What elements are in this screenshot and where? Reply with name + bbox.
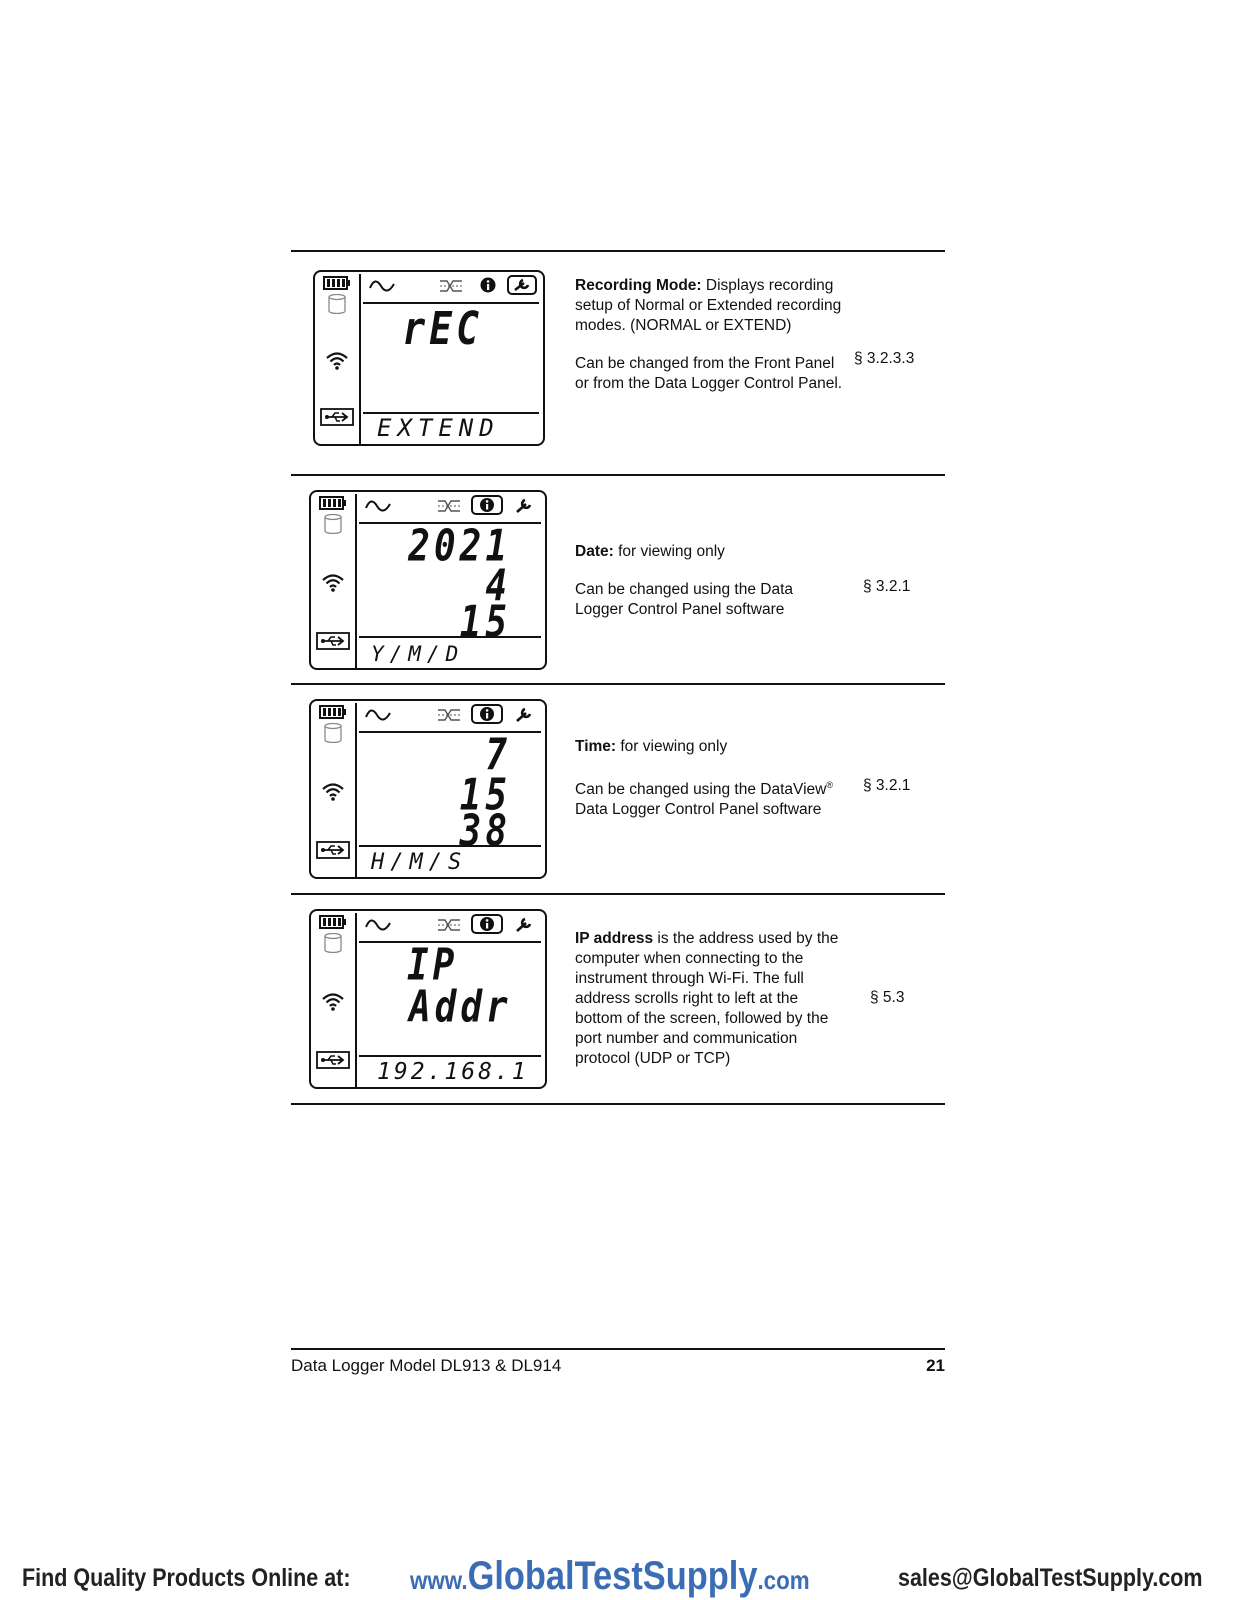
desc-text: for viewing only [616,738,728,755]
page-number: 21 [926,1356,945,1375]
wifi-icon [321,991,345,1011]
info-icon [471,495,503,515]
lcd-main-reading: 7 [485,731,511,781]
battery-icon [323,276,351,290]
lcd-bottom-reading: 192.168.1 [377,1059,529,1085]
lcd-screen [309,699,547,879]
section-reference: § 3.2.3.3 [854,350,915,367]
row-description [575,929,845,1069]
footer-title: Data Logger Model DL913 & DL914 [291,1356,562,1375]
sine-wave-icon [365,498,391,514]
row-description [575,737,845,820]
wrench-icon [514,705,534,723]
lcd-main-reading: IP [407,941,459,991]
desc-text: Displays recording setup of Normal or Extended recording modes. (NORMAL or EXTEND) [575,277,842,334]
footer-rule [291,1348,945,1350]
lcd-main-reading: 4 [485,562,511,612]
row-description [575,542,845,620]
lcd-screen [309,490,547,670]
url-prefix: www. [410,1565,468,1595]
alarm-icon [437,498,461,514]
table-row-date [291,476,945,683]
table-rule [291,1103,945,1105]
usb-icon [316,632,350,650]
table-row-time [291,685,945,893]
info-icon [471,704,503,724]
desc-note [575,775,845,820]
desc-note: Can be changed using the Data Logger Control Panel software [575,581,794,618]
desc-note-part: Can be changed using the DataView [575,781,827,799]
lcd-bottom-reading: H/M/S [371,850,468,875]
section-reference: § 5.3 [870,989,905,1006]
sine-wave-icon [365,917,391,933]
lcd-screen [309,909,547,1089]
url-suffix: .com [757,1565,810,1595]
wifi-icon [325,350,349,370]
usb-icon [316,841,350,859]
lcd-display-table [291,250,945,1105]
desc-note-part: Data Logger Control Panel software [575,801,822,819]
usb-icon [316,1051,350,1069]
desc-title: Time: [575,738,617,755]
info-icon [471,914,503,934]
desc-text: for viewing only [613,543,725,560]
memory-card-icon [328,294,346,314]
lcd-screen [313,270,545,446]
wrench-icon [514,915,534,933]
lcd-main-reading: rEC [402,302,483,355]
lcd-main-reading: 2021 [408,522,511,572]
battery-icon [319,915,347,929]
desc-title: Recording Mode: [575,277,702,294]
banner-tagline: Find Quality Products Online at: [22,1564,351,1592]
desc-title: Date: [575,543,614,560]
wrench-icon [514,496,534,514]
section-reference: § 3.2.1 [863,578,911,595]
lcd-main-reading: 15 [459,771,511,821]
sine-wave-icon [365,707,391,723]
lcd-bottom-reading: EXTEND [377,414,500,442]
promo-banner [0,1550,1237,1600]
table-row-recording-mode [291,252,945,474]
alarm-icon [437,917,461,933]
desc-text: is the address used by the computer when connecting to the instrument through Wi-Fi. The full address scrolls right to left at the bottom of the screen, followed by the port number and communication protocol (UDP or TCP) [575,930,839,1067]
memory-card-icon [324,933,342,953]
lcd-main-reading: 38 [459,807,511,857]
memory-card-icon [324,723,342,743]
usb-icon [320,408,354,426]
section-reference: § 3.2.1 [863,777,911,794]
banner-url-link[interactable] [410,1554,810,1599]
desc-note: Can be changed from the Front Panel or from the Data Logger Control Panel. [575,355,843,392]
desc-title: IP address [575,930,654,947]
banner-email-link[interactable]: sales@GlobalTestSupply.com [898,1564,1203,1592]
lcd-main-reading: 15 [459,598,511,648]
url-main: GlobalTestSupply [467,1554,758,1598]
lcd-main-reading: Addr [409,983,512,1033]
memory-card-icon [324,514,342,534]
wifi-icon [321,781,345,801]
alarm-icon [437,707,461,723]
registered-mark: ® [826,780,833,790]
wrench-icon [507,275,537,295]
info-icon [480,277,496,293]
sine-wave-icon [369,278,395,294]
row-description [575,276,845,394]
alarm-icon [439,278,463,294]
battery-icon [319,705,347,719]
lcd-bottom-reading: Y/M/D [371,642,465,666]
battery-icon [319,496,347,510]
table-row-ip-address [291,895,945,1103]
wifi-icon [321,572,345,592]
